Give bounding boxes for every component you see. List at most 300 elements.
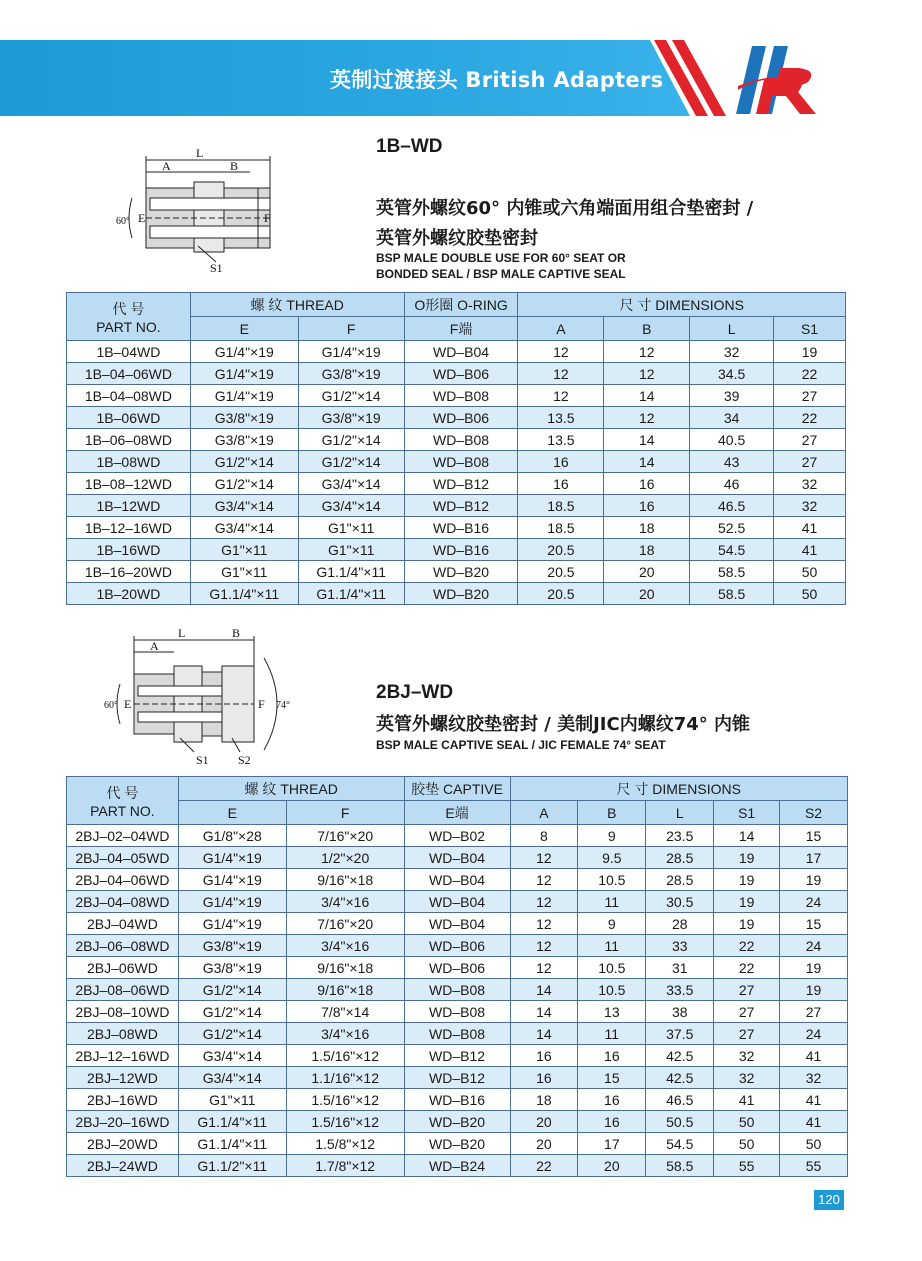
table-row <box>67 407 846 429</box>
table-cell: 20.5 <box>518 561 604 583</box>
table-cell: 2BJ–16WD <box>67 1089 179 1111</box>
table-row <box>67 1001 848 1023</box>
dim-label-angle: 60° <box>116 216 130 227</box>
table-cell: 2BJ–04WD <box>67 913 179 935</box>
table-cell: 2BJ–04–08WD <box>67 891 179 913</box>
table-cell: 2BJ–24WD <box>67 1155 179 1177</box>
table-cell: 34 <box>690 407 774 429</box>
table-cell: G3/4"×14 <box>298 495 404 517</box>
table-cell: 16 <box>518 451 604 473</box>
table-cell: WD–B06 <box>404 935 510 957</box>
table-cell: 1.5/8"×12 <box>286 1133 404 1155</box>
table-cell: 32 <box>774 495 846 517</box>
table-cell: WD–B08 <box>404 1001 510 1023</box>
table-cell: 55 <box>780 1155 848 1177</box>
table-row <box>67 847 848 869</box>
dim-label-a-2: A <box>150 639 159 653</box>
table-cell: G3/4"×14 <box>190 517 298 539</box>
table-cell: G1"×11 <box>298 517 404 539</box>
table-cell: G1/4"×19 <box>178 891 286 913</box>
table-cell: WD–B08 <box>404 979 510 1001</box>
table-cell: 15 <box>578 1067 646 1089</box>
table-cell: 1.5/16"×12 <box>286 1045 404 1067</box>
table-cell: 20.5 <box>518 539 604 561</box>
table-cell: WD–B12 <box>404 1067 510 1089</box>
table-cell: 14 <box>604 451 690 473</box>
col-header-part-en-2: PART NO. <box>90 802 155 819</box>
table-cell: 19 <box>780 979 848 1001</box>
page-title: 英制过渡接头 British Adapters <box>330 68 664 92</box>
table-cell: G3/8"×19 <box>190 429 298 451</box>
table-cell: 27 <box>714 1023 780 1045</box>
table-cell: 2BJ–08–06WD <box>67 979 179 1001</box>
col-header-s1-2: S1 <box>714 801 780 825</box>
table-cell: 10.5 <box>578 979 646 1001</box>
table-cell: G3/4"×14 <box>178 1067 286 1089</box>
table-cell: 20.5 <box>518 583 604 605</box>
table-cell: 9/16"×18 <box>286 979 404 1001</box>
table-cell: G1/2"×14 <box>298 385 404 407</box>
table-cell: 41 <box>780 1111 848 1133</box>
table-cell: 1B–16WD <box>67 539 191 561</box>
table-cell: 20 <box>510 1111 578 1133</box>
table-cell: WD–B06 <box>404 363 518 385</box>
table-cell: G1/4"×19 <box>190 385 298 407</box>
fitting-drawing-2bj <box>104 628 304 768</box>
table-row <box>67 363 846 385</box>
table-cell: 19 <box>780 869 848 891</box>
col-header-part <box>67 293 191 341</box>
table-cell: G1/2"×14 <box>178 1001 286 1023</box>
section-1-code: 1B–WD <box>376 136 443 157</box>
table-row <box>67 979 848 1001</box>
dim-label-s2-2: S2 <box>238 753 251 767</box>
table-cell: 2BJ–06–08WD <box>67 935 179 957</box>
col-header-thread: 螺 纹 THREAD <box>190 293 404 317</box>
table-cell: 9 <box>578 825 646 847</box>
table-cell: 24 <box>780 891 848 913</box>
table-cell: WD–B08 <box>404 451 518 473</box>
col-header-l: L <box>690 317 774 341</box>
table-row <box>67 869 848 891</box>
table-cell: 18.5 <box>518 495 604 517</box>
dim-label-l-2: L <box>178 628 186 640</box>
table-cell: WD–B20 <box>404 1133 510 1155</box>
table-cell: 16 <box>578 1111 646 1133</box>
table-cell: 12 <box>518 363 604 385</box>
table-cell: 17 <box>578 1133 646 1155</box>
table-cell: 54.5 <box>646 1133 714 1155</box>
table-cell: 18 <box>604 539 690 561</box>
col-header-e: E <box>190 317 298 341</box>
table-cell: 27 <box>780 1001 848 1023</box>
table-cell: WD–B04 <box>404 891 510 913</box>
table-cell: 27 <box>774 385 846 407</box>
table-cell: 1B–20WD <box>67 583 191 605</box>
table-cell: 13 <box>578 1001 646 1023</box>
table-cell: 27 <box>774 429 846 451</box>
table-cell: WD–B20 <box>404 561 518 583</box>
table-cell: 27 <box>774 451 846 473</box>
col-header-f: F <box>298 317 404 341</box>
table-cell: 9 <box>578 913 646 935</box>
table-cell: 16 <box>578 1045 646 1067</box>
table-cell: 42.5 <box>646 1067 714 1089</box>
table-cell: 12 <box>510 847 578 869</box>
table-cell: 16 <box>510 1045 578 1067</box>
col-header-b-2: B <box>578 801 646 825</box>
table-cell: 9.5 <box>578 847 646 869</box>
table-cell: WD–B06 <box>404 407 518 429</box>
table-cell: 1.7/8"×12 <box>286 1155 404 1177</box>
section-1-title-cn-2: 英管外螺纹胶垫密封 <box>376 228 538 249</box>
table-cell: 15 <box>780 825 848 847</box>
table-cell: 19 <box>714 869 780 891</box>
dim-label-e-2: E <box>124 697 132 711</box>
table-row <box>67 583 846 605</box>
table-cell: 7/16"×20 <box>286 913 404 935</box>
spec-table-1b <box>66 292 846 605</box>
table-cell: G1/4"×19 <box>190 341 298 363</box>
table-cell: 28.5 <box>646 847 714 869</box>
dim-label-f-2: F <box>258 697 265 711</box>
table-cell: G3/4"×14 <box>190 495 298 517</box>
table-cell: 12 <box>604 407 690 429</box>
section-2-code: 2BJ–WD <box>376 682 454 703</box>
table-cell: 3/4"×16 <box>286 891 404 913</box>
col-header-part-en: PART NO. <box>96 318 161 335</box>
table-cell: G1/4"×19 <box>298 341 404 363</box>
dim-label-angle1-2: 60° <box>104 700 118 711</box>
table-cell: G1/2"×14 <box>178 979 286 1001</box>
table-cell: G1/4"×19 <box>178 869 286 891</box>
table-cell: 58.5 <box>646 1155 714 1177</box>
header-stripes <box>650 40 730 116</box>
table-cell: 16 <box>604 495 690 517</box>
table-row <box>67 517 846 539</box>
col-header-oring: O形圈 O-RING <box>404 293 518 317</box>
table-cell: WD–B16 <box>404 517 518 539</box>
table-cell: 12 <box>518 341 604 363</box>
table-cell: 41 <box>774 517 846 539</box>
section-1-title-en-2: BONDED SEAL / BSP MALE CAPTIVE SEAL <box>376 267 626 281</box>
table-cell: G1"×11 <box>190 561 298 583</box>
table-cell: 12 <box>510 957 578 979</box>
page-number: 120 <box>814 1190 844 1210</box>
table-cell: 20 <box>578 1155 646 1177</box>
table-cell: 20 <box>510 1133 578 1155</box>
table-cell: 2BJ–08–10WD <box>67 1001 179 1023</box>
table-row <box>67 341 846 363</box>
table-cell: 13.5 <box>518 407 604 429</box>
table-cell: G1/2"×14 <box>298 429 404 451</box>
table-cell: 14 <box>510 1023 578 1045</box>
table-cell: 41 <box>780 1089 848 1111</box>
table-cell: G1/2"×14 <box>178 1023 286 1045</box>
table-cell: G3/8"×19 <box>190 407 298 429</box>
table-cell: 50 <box>774 583 846 605</box>
table-cell: 1B–04–06WD <box>67 363 191 385</box>
table-cell: WD–B04 <box>404 913 510 935</box>
fitting-drawing-1b <box>112 146 292 276</box>
table-cell: 43 <box>690 451 774 473</box>
table-cell: G1/8"×28 <box>178 825 286 847</box>
table-cell: 11 <box>578 1023 646 1045</box>
table-cell: G1/4"×19 <box>178 913 286 935</box>
table-cell: 32 <box>690 341 774 363</box>
table-cell: 20 <box>604 561 690 583</box>
table-cell: 14 <box>604 429 690 451</box>
table-row <box>67 385 846 407</box>
table-cell: 2BJ–12–16WD <box>67 1045 179 1067</box>
table-cell: 1/2"×20 <box>286 847 404 869</box>
table-row <box>67 913 848 935</box>
table-cell: G1"×11 <box>298 539 404 561</box>
col-header-e-end-2: E端 <box>404 801 510 825</box>
table-cell: 1.5/16"×12 <box>286 1089 404 1111</box>
col-header-part-2 <box>67 777 179 825</box>
table-row <box>67 935 848 957</box>
table-cell: 42.5 <box>646 1045 714 1067</box>
table-cell: G1.1/4"×11 <box>190 583 298 605</box>
table-cell: G1.1/4"×11 <box>298 561 404 583</box>
table-cell: WD–B16 <box>404 539 518 561</box>
col-header-dimensions: 尺 寸 DIMENSIONS <box>518 293 846 317</box>
table-cell: WD–B04 <box>404 869 510 891</box>
dim-label-angle2-2: 74° <box>276 700 290 711</box>
dim-label-s1-2: S1 <box>196 753 209 767</box>
table-cell: 33 <box>646 935 714 957</box>
table-cell: 50.5 <box>646 1111 714 1133</box>
col-header-b: B <box>604 317 690 341</box>
table-cell: 50 <box>780 1133 848 1155</box>
table-cell: G1/4"×19 <box>178 847 286 869</box>
table-cell: 12 <box>510 891 578 913</box>
dim-label-b: B <box>230 159 239 173</box>
table-cell: 10.5 <box>578 957 646 979</box>
table-cell: WD–B12 <box>404 1045 510 1067</box>
table-cell: 2BJ–08WD <box>67 1023 179 1045</box>
table-cell: 27 <box>714 1001 780 1023</box>
table-cell: 7/8"×14 <box>286 1001 404 1023</box>
table-cell: G1/2"×14 <box>190 473 298 495</box>
table-row <box>67 539 846 561</box>
table-cell: 50 <box>714 1111 780 1133</box>
table-cell: 50 <box>774 561 846 583</box>
table-cell: 22 <box>774 363 846 385</box>
table-cell: 46 <box>690 473 774 495</box>
table-row <box>67 561 846 583</box>
table-row <box>67 1045 848 1067</box>
table-cell: WD–B20 <box>404 1111 510 1133</box>
table-cell: 24 <box>780 935 848 957</box>
table-row <box>67 473 846 495</box>
col-header-captive-2: 胶垫 CAPTIVE <box>404 777 510 801</box>
table-row <box>67 1111 848 1133</box>
table-cell: 1.5/16"×12 <box>286 1111 404 1133</box>
col-header-thread-2: 螺 纹 THREAD <box>178 777 404 801</box>
table-row <box>67 1155 848 1177</box>
table-row <box>67 1067 848 1089</box>
table-cell: 27 <box>714 979 780 1001</box>
table-cell: 1B–12–16WD <box>67 517 191 539</box>
table-cell: 12 <box>518 385 604 407</box>
table-cell: 46.5 <box>690 495 774 517</box>
table-cell: 7/16"×20 <box>286 825 404 847</box>
table-cell: 32 <box>780 1067 848 1089</box>
col-header-part-cn: 代 号 <box>112 300 145 317</box>
table-cell: WD–B06 <box>404 957 510 979</box>
table-cell: G1.1/4"×11 <box>178 1111 286 1133</box>
table-cell: 18 <box>510 1089 578 1111</box>
table-cell: 12 <box>510 913 578 935</box>
table-cell: WD–B08 <box>404 385 518 407</box>
table-row <box>67 957 848 979</box>
table-cell: 1B–06–08WD <box>67 429 191 451</box>
table-cell: 14 <box>714 825 780 847</box>
table-cell: G1"×11 <box>190 539 298 561</box>
table-cell: 19 <box>714 847 780 869</box>
table-cell: WD–B24 <box>404 1155 510 1177</box>
table-cell: G3/4"×14 <box>298 473 404 495</box>
table-cell: 31 <box>646 957 714 979</box>
table-cell: 17 <box>780 847 848 869</box>
table-cell: 54.5 <box>690 539 774 561</box>
table-cell: 22 <box>714 935 780 957</box>
table-row <box>67 1023 848 1045</box>
table-cell: G1"×11 <box>178 1089 286 1111</box>
table-cell: 58.5 <box>690 583 774 605</box>
table-cell: 16 <box>604 473 690 495</box>
table-cell: 2BJ–12WD <box>67 1067 179 1089</box>
table-row <box>67 1089 848 1111</box>
table-cell: G1.1/4"×11 <box>298 583 404 605</box>
table-cell: 1.1/16"×12 <box>286 1067 404 1089</box>
table-cell: 3/4"×16 <box>286 1023 404 1045</box>
table-cell: 12 <box>510 935 578 957</box>
table-cell: 19 <box>780 957 848 979</box>
section-2-title-cn: 英管外螺纹胶垫密封 / 美制JIC内螺纹74° 内锥 <box>376 714 751 735</box>
table-cell: 15 <box>780 913 848 935</box>
table-cell: 18 <box>604 517 690 539</box>
table-cell: 39 <box>690 385 774 407</box>
table-cell: 38 <box>646 1001 714 1023</box>
table-cell: 9/16"×18 <box>286 957 404 979</box>
table-row <box>67 495 846 517</box>
table-cell: 28 <box>646 913 714 935</box>
table-cell: 50 <box>714 1133 780 1155</box>
table-cell: 22 <box>774 407 846 429</box>
table-cell: 2BJ–20WD <box>67 1133 179 1155</box>
table-cell: 2BJ–04–05WD <box>67 847 179 869</box>
table-cell: WD–B16 <box>404 1089 510 1111</box>
table-cell: 32 <box>714 1045 780 1067</box>
table-cell: G3/8"×19 <box>178 957 286 979</box>
section-1-title-cn-1: 英管外螺纹60° 内锥或六角端面用组合垫密封 / <box>376 198 754 219</box>
table-cell: 22 <box>714 957 780 979</box>
dim-label-a: A <box>162 159 171 173</box>
table-cell: 24 <box>780 1023 848 1045</box>
table-cell: 41 <box>774 539 846 561</box>
table-cell: 1B–16–20WD <box>67 561 191 583</box>
table-row <box>67 891 848 913</box>
col-header-f-end: F端 <box>404 317 518 341</box>
table-cell: G1/4"×19 <box>190 363 298 385</box>
table-cell: 34.5 <box>690 363 774 385</box>
table-cell: 33.5 <box>646 979 714 1001</box>
table-cell: 1B–04WD <box>67 341 191 363</box>
col-header-f-2: F <box>286 801 404 825</box>
table-cell: 10.5 <box>578 869 646 891</box>
table-cell: 30.5 <box>646 891 714 913</box>
table-cell: 12 <box>510 869 578 891</box>
table-cell: 52.5 <box>690 517 774 539</box>
dim-label-b-2: B <box>232 628 241 640</box>
dim-label-s1: S1 <box>210 261 223 275</box>
table-cell: G1.1/4"×11 <box>178 1133 286 1155</box>
col-header-l-2: L <box>646 801 714 825</box>
table-cell: 16 <box>578 1089 646 1111</box>
table-cell: 40.5 <box>690 429 774 451</box>
dim-label-l: L <box>196 146 204 160</box>
table-cell: 1B–12WD <box>67 495 191 517</box>
table-cell: G1.1/2"×11 <box>178 1155 286 1177</box>
table-cell: 32 <box>774 473 846 495</box>
table-cell: 1B–08–12WD <box>67 473 191 495</box>
table-cell: 20 <box>604 583 690 605</box>
table-cell: WD–B08 <box>404 429 518 451</box>
table-cell: 3/4"×16 <box>286 935 404 957</box>
spec-table-2bj <box>66 776 848 1177</box>
table-cell: 55 <box>714 1155 780 1177</box>
table-cell: WD–B08 <box>404 1023 510 1045</box>
section-1-title-en-1: BSP MALE DOUBLE USE FOR 60° SEAT OR <box>376 251 626 265</box>
dim-label-f: F <box>264 211 271 225</box>
table-cell: 12 <box>604 341 690 363</box>
col-header-a: A <box>518 317 604 341</box>
table-cell: 22 <box>510 1155 578 1177</box>
table-cell: 58.5 <box>690 561 774 583</box>
table-cell: G1/2"×14 <box>190 451 298 473</box>
table-cell: 19 <box>714 891 780 913</box>
table-cell: 1B–04–08WD <box>67 385 191 407</box>
dim-label-e: E <box>138 211 146 225</box>
table-cell: 19 <box>714 913 780 935</box>
table-cell: WD–B04 <box>404 847 510 869</box>
table-cell: G3/8"×19 <box>178 935 286 957</box>
table-cell: 19 <box>774 341 846 363</box>
table-cell: 2BJ–06WD <box>67 957 179 979</box>
table-cell: WD–B12 <box>404 473 518 495</box>
table-row <box>67 429 846 451</box>
table-row <box>67 451 846 473</box>
table-row <box>67 1133 848 1155</box>
col-header-a-2: A <box>510 801 578 825</box>
table-cell: 2BJ–20–16WD <box>67 1111 179 1133</box>
table-cell: 1B–08WD <box>67 451 191 473</box>
table-cell: G3/8"×19 <box>298 407 404 429</box>
table-cell: G1/2"×14 <box>298 451 404 473</box>
company-logo-icon <box>728 40 838 120</box>
table-cell: 32 <box>714 1067 780 1089</box>
table-cell: 41 <box>780 1045 848 1067</box>
table-cell: WD–B04 <box>404 341 518 363</box>
table-cell: 28.5 <box>646 869 714 891</box>
table-cell: 16 <box>510 1067 578 1089</box>
table-cell: 16 <box>518 473 604 495</box>
table-cell: 12 <box>604 363 690 385</box>
col-header-e-2: E <box>178 801 286 825</box>
